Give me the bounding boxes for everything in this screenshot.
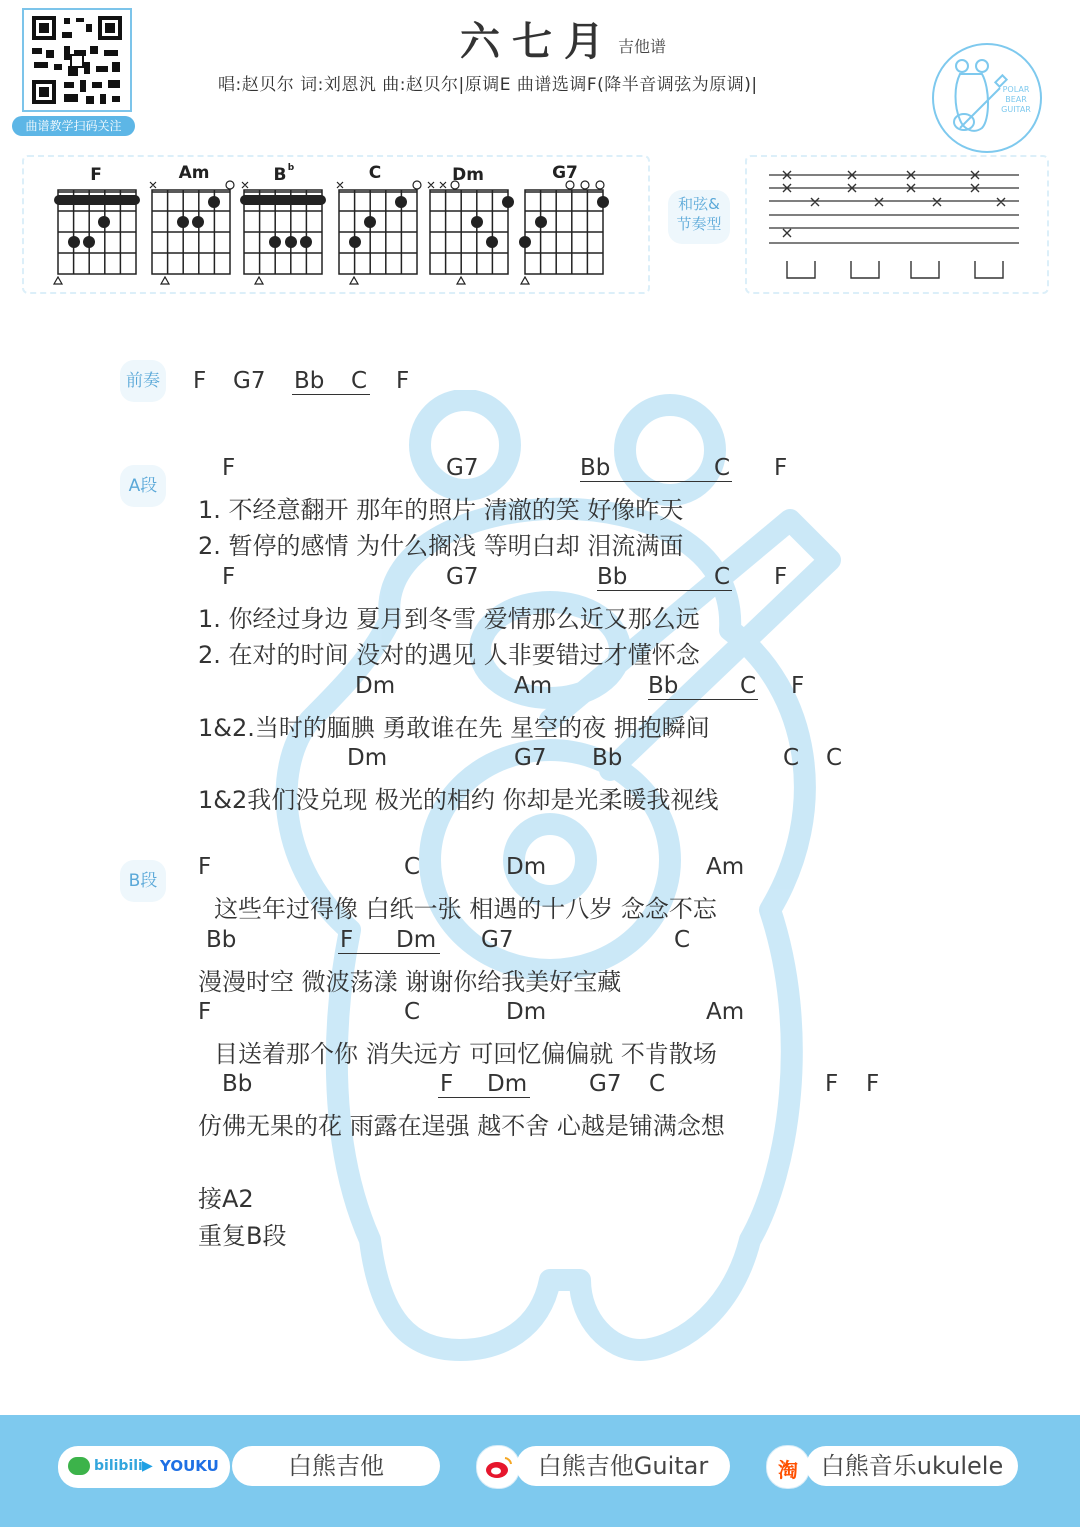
qr-caption: 曲谱教学扫码关注 [12, 116, 135, 136]
intro-badge: 前奏 [120, 360, 166, 402]
chord-rhythm-badge [668, 190, 730, 244]
logo-line-3: GUITAR [1001, 105, 1031, 114]
intro-chord-4: C [351, 368, 368, 394]
a-lyric-3: 1. 你经过身边 夏月到冬雪 爱情那么近又那么远 [198, 605, 700, 633]
video-platform-pill[interactable] [58, 1446, 230, 1488]
b-c1-3: Dm [506, 854, 547, 880]
outro-line-2: 重复B段 [198, 1222, 287, 1250]
b-c3-2: C [404, 999, 421, 1025]
chord-name-bb-flat: b [287, 163, 295, 173]
b-lyric-3: 目送着那个你 消失远方 可回忆偏偏就 不肯散场 [214, 1040, 717, 1068]
b-lyric-1: 这些年过得像 白纸一张 相遇的十八岁 念念不忘 [214, 895, 717, 923]
a-lyric-1: 1. 不经意翻开 那年的照片 清澈的笑 好像昨天 [198, 496, 684, 524]
a-c3-2: Am [514, 673, 553, 699]
b-c3-4: Am [706, 999, 745, 1025]
a-c4-2: G7 [514, 745, 547, 771]
wechat-icon [68, 1457, 90, 1475]
b-c4-2: F [440, 1071, 454, 1097]
b-c1-1: F [198, 854, 212, 880]
bilibili-label: bilibili [94, 1458, 143, 1474]
chord-name-g7: G7 [552, 163, 578, 183]
a-c3-5: F [791, 673, 805, 699]
b-c4-6: F [825, 1071, 839, 1097]
chord-name-f: F [90, 165, 102, 185]
a-lyric-6: 1&2我们没兑现 极光的相约 你却是光柔暖我视线 [198, 786, 719, 814]
chord-name-am: Am [178, 163, 210, 183]
channel-name-pill-2[interactable]: 白熊吉他Guitar [516, 1446, 730, 1486]
b-c4-7: F [866, 1071, 880, 1097]
rhythm-pattern [765, 165, 1025, 285]
taobao-icon[interactable] [766, 1445, 810, 1489]
intro-chord-3: Bb [294, 368, 325, 394]
a-lyric-4: 2. 在对的时间 没对的遇见 人非要错过才懂怀念 [198, 641, 700, 669]
b-c2-2: F [340, 927, 354, 953]
taobao-glyph: 淘 [778, 1458, 798, 1482]
intro-chord-5: F [396, 368, 410, 394]
a-c4-4: C [783, 745, 800, 771]
b-c2-3: Dm [396, 927, 437, 953]
youku-label: YOUKU [160, 1457, 219, 1475]
logo-line-2: BEAR [1005, 95, 1027, 104]
weibo-icon[interactable] [476, 1445, 520, 1489]
b-c4-1: Bb [222, 1071, 253, 1097]
a-c1-2: G7 [446, 455, 479, 481]
b-c4-4: G7 [589, 1071, 622, 1097]
section-b-badge: B段 [120, 860, 166, 902]
b-c4-5: C [649, 1071, 666, 1097]
intro-chord-1: F [193, 368, 207, 394]
a-lyric-2: 2. 暂停的感情 为什么搁浅 等明白却 泪流满面 [198, 532, 684, 560]
polar-bear-guitar-logo [930, 36, 1044, 160]
b-c1-2: C [404, 854, 421, 880]
intro-chord-2: G7 [233, 368, 266, 394]
a-lyric-5: 1&2.当时的腼腆 勇敢谁在先 星空的夜 拥抱瞬间 [198, 714, 710, 742]
b-c2-5: C [674, 927, 691, 953]
a-c1-4: C [714, 455, 731, 481]
b-c3-3: Dm [506, 999, 547, 1025]
song-title: 六七月 [460, 19, 616, 65]
a-c4-3: Bb [592, 745, 623, 771]
score-type-tag: 吉他谱 [618, 37, 667, 56]
a-c2-3: Bb [597, 564, 628, 590]
chord-rhythm-label-2: 节奏型 [676, 215, 722, 233]
a-c1-1: F [222, 455, 236, 481]
youku-play-icon: ▶ [142, 1458, 153, 1474]
b-c4-3: Dm [487, 1071, 528, 1097]
b-lyric-2: 漫漫时空 微波荡漾 谢谢你给我美好宝藏 [198, 968, 622, 996]
a-c2-2: G7 [446, 564, 479, 590]
chord-name-dm: Dm [452, 165, 484, 185]
b-c2-4: G7 [481, 927, 514, 953]
a-c3-4: C [740, 673, 757, 699]
logo-line-1: POLAR [1002, 85, 1030, 94]
a-c4-1: Dm [347, 745, 388, 771]
a-c2-1: F [222, 564, 236, 590]
channel-name-pill-1[interactable]: 白熊吉他 [232, 1446, 440, 1486]
chord-rhythm-label-1: 和弦& [678, 195, 720, 213]
qr-code[interactable] [22, 8, 132, 112]
chord-diagrams [40, 158, 640, 290]
channel-name-pill-3[interactable]: 白熊音乐ukulele [806, 1446, 1018, 1486]
a-c3-3: Bb [648, 673, 679, 699]
a-c2-5: F [774, 564, 788, 590]
a-c2-4: C [714, 564, 731, 590]
a-c3-1: Dm [355, 673, 396, 699]
chord-name-bb: B [273, 165, 287, 185]
a-c1-5: F [774, 455, 788, 481]
outro-line-1: 接A2 [198, 1185, 254, 1213]
b-c3-1: F [198, 999, 212, 1025]
chord-name-c: C [368, 163, 382, 183]
a-c1-3: Bb [580, 455, 611, 481]
credits-line: 唱:赵贝尔 词:刘恩汎 曲:赵贝尔|原调E 曲谱选调F(降半音调弦为原调)| [218, 75, 758, 95]
a-c4-5: C [826, 745, 843, 771]
b-lyric-4: 仿佛无果的花 雨露在逞强 越不舍 心越是铺满念想 [198, 1112, 725, 1140]
b-c1-4: Am [706, 854, 745, 880]
section-a-badge: A段 [120, 465, 166, 507]
b-c2-1: Bb [206, 927, 237, 953]
